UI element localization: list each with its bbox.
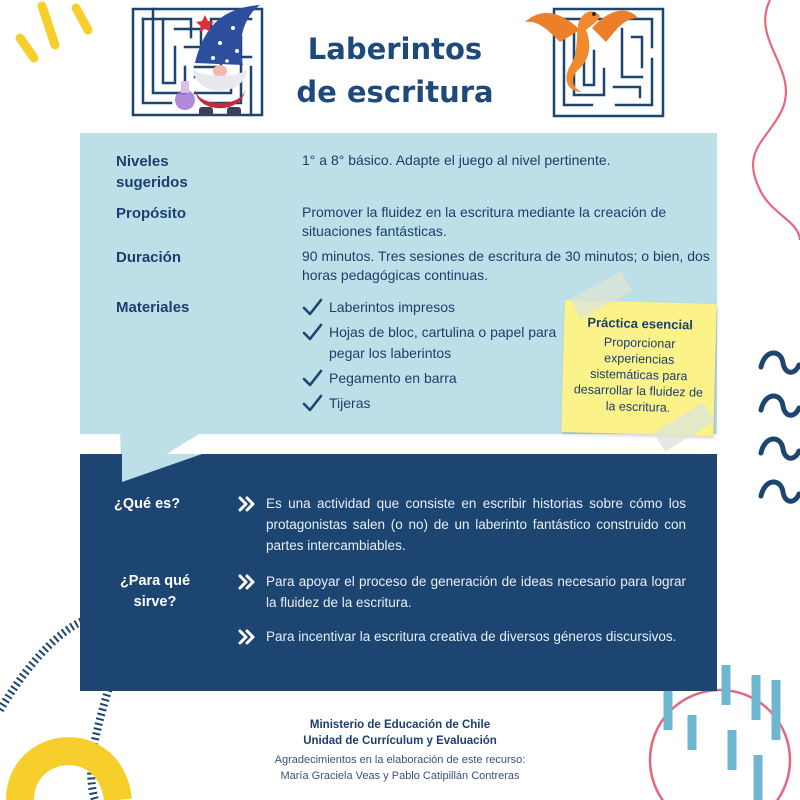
material-text: Laberintos impresos — [329, 299, 456, 315]
material-text: Pegamento en barra — [329, 370, 457, 386]
check-icon — [302, 323, 323, 342]
double-chevron-icon — [238, 496, 256, 512]
footer-acknowledgements — [180, 752, 620, 784]
section-text: Para incentivar la escritura creativa de diversos géneros discursivos. — [266, 629, 677, 644]
check-icon — [302, 369, 323, 388]
section-text: Es una actividad que consiste en escribir historias sobre cómo los protagonistas salen (o no) de un laberinto fantástico construido con partes intercambiables. — [266, 496, 686, 553]
yellow-arc-decoration — [0, 700, 140, 800]
description-panel — [80, 454, 717, 691]
check-icon — [302, 298, 323, 317]
page-title — [270, 28, 520, 114]
check-icon — [302, 394, 323, 413]
pink-squiggle-decoration — [740, 0, 800, 260]
speech-bubble-tail — [80, 454, 220, 484]
info-value: 90 minutos. Tres sesiones de escritura de 30 minutos; o bien, dos horas pedagógicas continuas. — [302, 248, 710, 283]
list-item — [302, 297, 582, 318]
footer-organization — [180, 717, 620, 749]
double-chevron-icon — [238, 629, 256, 645]
list-item — [302, 393, 582, 414]
material-text: Hojas de bloc, cartulina o papel para pegar los laberintos — [329, 324, 557, 361]
materials-list — [302, 297, 582, 418]
footer-thanks-line: María Graciela Veas y Pablo Catipillán Contreras — [280, 770, 520, 782]
footer-org-line: Ministerio de Educación de Chile — [309, 719, 491, 731]
dragon-icon — [520, 0, 640, 95]
info-label: Propósito — [116, 205, 186, 222]
section-text: Para apoyar el proceso de generación de ideas necesario para lograr la fluidez de la escritura. — [266, 574, 686, 610]
info-label: Duración — [116, 249, 182, 266]
info-value: Promover la fluidez en la escritura mediante la creación de situaciones fantásticas. — [302, 204, 667, 239]
footer-org-line: Unidad de Currículum y Evaluación — [303, 735, 497, 747]
title-line-2: de escritura — [296, 75, 494, 109]
info-label: Materiales — [116, 299, 190, 316]
material-text: Tijeras — [329, 395, 371, 411]
info-label: Niveles sugeridos — [116, 153, 188, 191]
footer-thanks-line: Agradecimientos en la elaboración de este recurso: — [274, 754, 526, 766]
list-item — [302, 322, 582, 364]
sticky-title: Práctica esencial — [587, 314, 694, 333]
gnome-icon — [165, 3, 270, 118]
navy-waves-decoration — [755, 345, 800, 525]
double-chevron-icon — [238, 574, 256, 590]
title-line-1: Laberintos — [307, 32, 483, 66]
sticky-body: Proporcionar experiencias sistemáticas para desarrollar la fluidez de la escritura. — [573, 335, 704, 415]
list-item — [302, 368, 582, 389]
yellow-dashes-decoration — [0, 0, 110, 70]
section-label: ¿Para qué sirve? — [119, 573, 191, 610]
section-label: ¿Qué es? — [114, 496, 181, 512]
info-value: 1° a 8° básico. Adapte el juego al nivel pertinente. — [302, 152, 611, 168]
